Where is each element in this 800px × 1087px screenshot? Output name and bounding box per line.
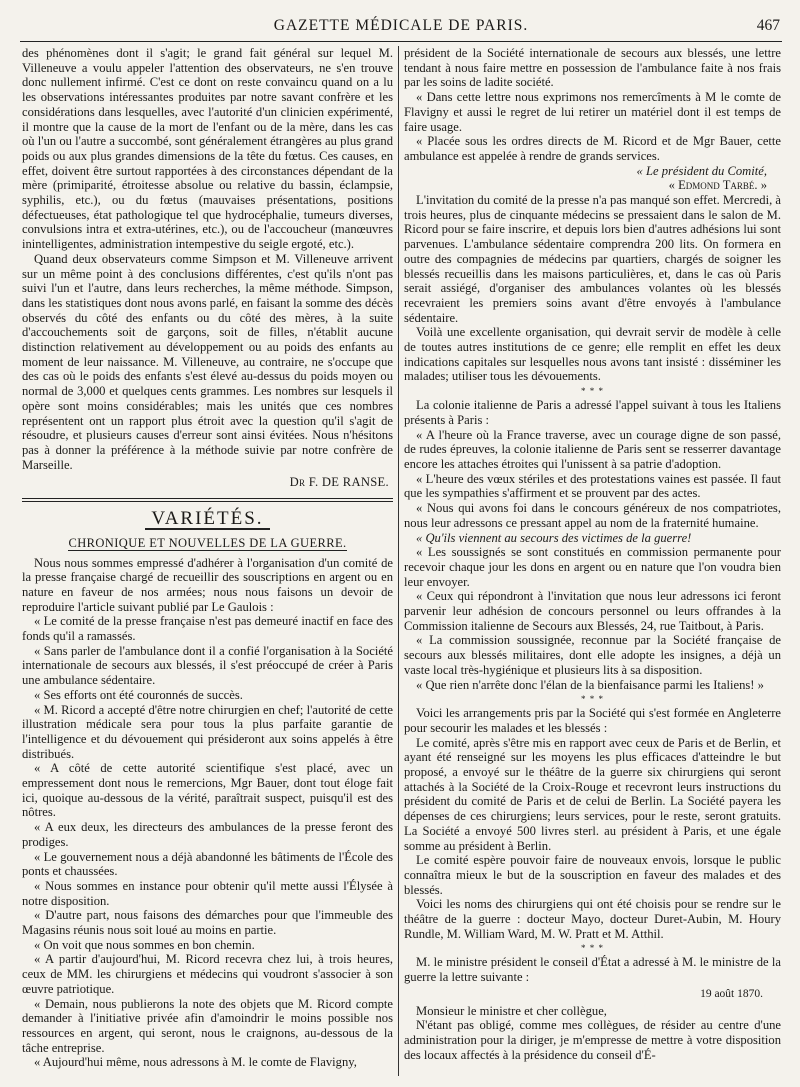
paragraph: « A eux deux, les directeurs des ambulances de la presse feront des prodiges.: [22, 820, 393, 849]
paragraph: Le comité espère pouvoir faire de nouveaux envois, lorsque le public connaîtra mieux le but de la souscription en faveur des malades et des blessés.: [404, 853, 781, 897]
paragraph: « Nous sommes en instance pour obtenir qu'il mette aussi l'Élysée à notre disposition.: [22, 878, 393, 908]
page-number: 467: [756, 17, 780, 34]
subsection-heading: CHRONIQUE ET NOUVELLES DE LA GUERRE.: [68, 535, 347, 550]
paragraph: N'étant pas obligé, comme mes collègues, de résider au centre d'une administration pour la diriger, je m'empresse de mettre à votre disposition des locaux affectés à la présidence du conseil d'É-: [404, 1018, 781, 1062]
asterism: * * *: [581, 943, 604, 954]
paragraph: « M. Ricord a accepté d'être notre chirurgien en chef; l'autorité de cette illustration médicale sera pour tous la plus parfaite garantie de l'intelligence et du dévouement qui présideront aux soins appelés à être distribués.: [22, 702, 393, 761]
column-divider: [398, 46, 399, 1076]
paragraph: « Qu'ils viennent au secours des victimes de la guerre!: [416, 530, 692, 545]
paragraph: « Le comité de la presse française n'est pas demeuré inactif en face des fonds qu'il a ramassés.: [22, 614, 393, 644]
right-column: [404, 46, 781, 1082]
paragraph: président de la Société internationale de secours aux blessés, une lettre tendant à nous faire mettre en possession de l'ambulance faite à nos frais par les soins de ladite société.: [404, 46, 781, 90]
signature-line: « Le président du Comité,: [636, 163, 767, 178]
paragraph: Voici les noms des chirurgiens qui ont été choisis pour se rendre sur le théâtre de la guerre : docteur Mayo, docteur Duret-Aubin, M. Houry Rundle, M. William Ward, M. W. Pratt et M. Atthil.: [404, 897, 781, 941]
asterism: * * *: [581, 386, 604, 397]
paragraph: Monsieur le ministre et cher collègue,: [416, 1003, 607, 1018]
paragraph: « Le gouvernement nous a déjà abandonné les bâtiments de l'École des ponts et chaussées.: [22, 849, 393, 879]
paragraph: M. le ministre président le conseil d'État a adressé à M. le ministre de la guerre la lettre suivante :: [404, 955, 781, 985]
section-heading: VARIÉTÉS.: [145, 512, 269, 530]
asterism: * * *: [581, 694, 604, 705]
paragraph: « On voit que nous sommes en bon chemin.: [34, 937, 255, 952]
section-divider: [22, 498, 393, 502]
paragraph: « Aujourd'hui même, nous adressons à M. le comte de Flavigny,: [34, 1055, 357, 1070]
left-column: [22, 46, 393, 1082]
paragraph: L'invitation du comité de la presse n'a pas manqué son effet. Mercredi, à trois heures, plus de cinquante médecins se pressaient dans le salon de M. Ricord pour se faire inscrire, et depuis lors bien d'autres adhésions lui sont parvenues. L'ambulance sédentaire comprendra 200 lits. On formera en outre des compagnies de médecins par quartiers, chargés de soigner les blessés recueillis dans les maisons particulières, et, dans le cas où Paris serait assiégé, d'organiser des ambulances volantes où les blessés recevraient les premiers soins avant d'être envoyés à l'ambulance sédentaire.: [404, 193, 781, 325]
paragraph: Nous nous sommes empressé d'adhérer à l'organisation d'un comité de la presse française chargé de recueillir des souscriptions en argent ou en nature en faveur de nos armées; nous nous faisons un devoir de reproduire l'article suivant publié par Le Gaulois :: [22, 555, 393, 614]
paragraph: « Ses efforts ont été couronnés de succès.: [34, 687, 243, 702]
paragraph: « Sans parler de l'ambulance dont il a confié l'organisation à la Société internationale de secours aux blessés, il s'est préoccupé de créer à Paris une ambulance sédentaire.: [22, 643, 393, 688]
letter-date: 19 août 1870.: [700, 987, 763, 1000]
paragraph: « L'heure des vœux stériles et des protestations vaines est passée. Il faut que les sympathies s'affirment et se prouvent par des actes.: [404, 471, 781, 501]
paragraph: « A partir d'aujourd'hui, M. Ricord recevra chez lui, à trois heures, ceux de MM. les chirurgiens et médecins qui voudront s'associer à son œuvre patriotique.: [22, 952, 393, 996]
paragraph: « A côté de cette autorité scientifique s'est placé, avec un empressement dont nous le remercions, Mgr Bauer, dont tout éloge fait ici, quoique au-dessous de la vérité, paraîtrait suspect, puisqu'il est des nôtres.: [22, 761, 393, 820]
paragraph: des phénomènes dont il s'agit; le grand fait général sur lequel M. Villeneuve a voulu appeler l'attention des observateurs, ne s'en trouve donc nullement infirmé. C'est ce dont on reste convaincu quand on a lu les observations intéressantes produites par notre savant confrère et les considérations dans lesquelles, avec l'autorité d'un clinicien expérimenté, il montre que la cause de la mort de l'enfant ou de la mère, dans les cas où l'un ou l'autre a succombé, sont généralement étrangères au plus grand poids ou aux plus grandes dimensions de la tête du fœtus. Ces causes, en effet, doivent être surtout rapportées à des circonstances dépendant de la mère (primiparité, étroitesse absolue ou relative du bassin, éclampsie, syphilis, etc.), ou du fœtus (mauvaises présentations, positions défectueuses, état pathologique tel que hydrocéphalie, tumeurs diverses, convulsions intra et extra-utérines, etc.), ou de l'accoucheur (manœuvres inintelligentes, administration intempestive du seigle ergoté, etc.).: [22, 46, 393, 252]
paragraph: « A l'heure où la France traverse, avec un courage digne de son passé, de rudes épreuves, la colonie italienne de Paris sent se resserrer davantage encore les attaches étroites qui l'unissent à sa patrie d'adoption.: [404, 427, 781, 471]
paragraph: « Nous qui avons foi dans le concours généreux de nos compatriotes, nous leur adressons ce pressant appel au nom de la fraternité humaine.: [404, 501, 781, 530]
page-header: [20, 17, 782, 42]
paragraph: Voilà une excellente organisation, qui devrait servir de modèle à celle de toutes autres institutions de ce genre; elle remplit en effet les deux indications capitales sur lesquelles nous avons tant insisté : disséminer les malades; utiliser tous les dévouements.: [404, 325, 781, 384]
paragraph: « Placée sous les ordres directs de M. Ricord et de Mgr Bauer, cette ambulance est appelée à rendre de grands services.: [404, 134, 781, 163]
paragraph: La colonie italienne de Paris a adressé l'appel suivant à tous les Italiens présents à Paris :: [404, 398, 781, 427]
paragraph: « Que rien n'arrête donc l'élan de la bienfaisance parmi les Italiens! »: [416, 677, 764, 692]
paragraph: « Ceux qui répondront à l'invitation que nous leur adressons ici feront parvenir leur adhésion de concours personnel ou leurs offrandes à la Commission italienne de Secours aux Blessés, 24, rue Taitbout, à Paris.: [404, 589, 781, 633]
paragraph: « Demain, nous publierons la note des objets que M. Ricord compte demander à l'initiative privée afin d'amoindrir le moins possible nos ressources en argent, qui seront, nous le craignons, au-dessous de la tâche entreprise.: [22, 996, 393, 1055]
paragraph: « Les soussignés se sont constitués en commission permanente pour recevoir chaque jour les dons en argent ou en nature que l'on voudra bien leur envoyer.: [404, 545, 781, 589]
paragraph: « D'autre part, nous faisons des démarches pour que l'immeuble des Magasins réunis nous soit loué au moins en partie.: [22, 908, 393, 938]
paragraph: Quand deux observateurs comme Simpson et M. Villeneuve arrivent sur un même point à des conclusions différentes, c'est qu'ils n'ont pas suivi l'un et l'autre, dans leurs recherches, la même méthode. Simpson, dans les statistiques dont nous avons parlé, en faisant la somme des décès observés du côté des enfants ou du côté des mères, à la suite d'accouchements soit de garçons, soit de filles, n'établit aucune distinction relativement au développement ou au poids des enfants au moment de leur naissance. M. Villeneuve, au contraire, ne s'occupe que des cas où le poids des enfants s'est élevé au-dessus du poids moyen ou normal de 3,000 et quelques cents grammes. Les nombres sur lesquels il opère sont moins considérables; mais les unités que ces nombres représentent ont un rapport plus étroit avec la question qu'il s'agit de résoudre, et plusieurs causes d'erreur sont ainsi évitées. Nous n'hésitons pas à donner la préférence à la méthode suivie par notre confrère de Marseille.: [22, 251, 393, 472]
article-signature: [22, 475, 389, 490]
journal-title: GAZETTE MÉDICALE DE PARIS.: [273, 17, 529, 34]
paragraph: « La commission soussignée, reconnue par la Société française de secours aux blessés militaires, dont elle adopte les insignes, a déjà un vaste local très-hygiénique et plusieurs lits à sa disposition.: [404, 633, 781, 677]
paragraph: Le comité, après s'être mis en rapport avec ceux de Paris et de Berlin, et ayant été renseigné sur les moyens les plus efficaces d'atteindre le but proposé, a envoyé sur le théâtre de la guerre six chirurgiens qui seront attachés à la Société de la Croix-Rouge et recevront leurs instructions du président du comité de Paris et de celui de Berlin. La Société payera les dépenses de ces chirurgiens; leurs services, pour le reste, seront gratuits. La Société a envoyé 500 livres sterl. au président à Paris, et une égale somme au président à Berlin.: [404, 735, 781, 853]
paragraph: « Dans cette lettre nous exprimons nos remercîments à M le comte de Flavigny et aussi le regret de lui retirer un matériel dont il est temps de faire usage.: [404, 90, 781, 134]
signature-name: « Edmond Tarbé. »: [668, 178, 767, 193]
paragraph: Voici les arrangements pris par la Société qui s'est formée en Angleterre pour secourir les malades et les blessés :: [404, 706, 781, 735]
author-name: Dr F. DE RANSE.: [289, 475, 389, 490]
